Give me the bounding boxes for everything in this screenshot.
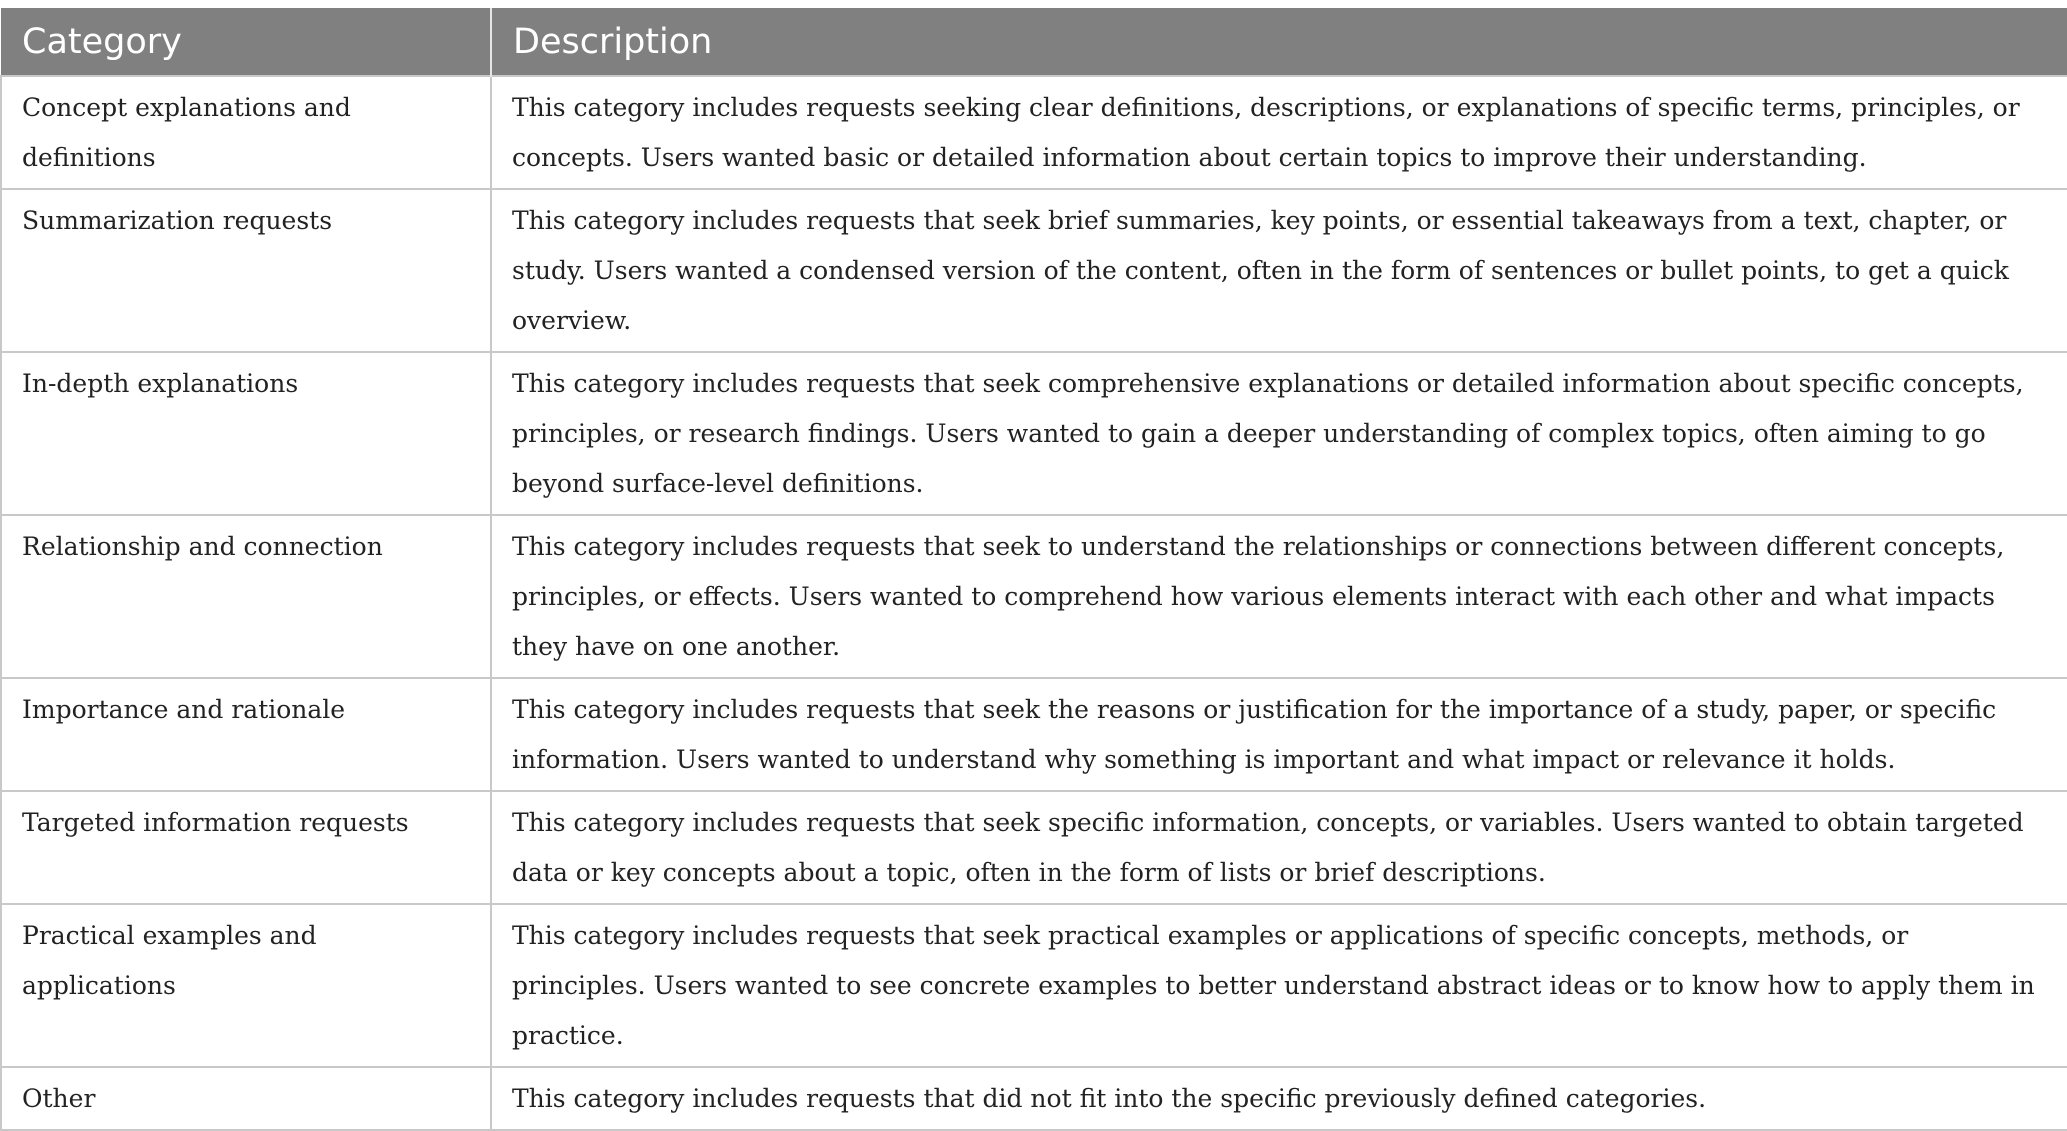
description-cell: This category includes requests that seek brief summaries, key points, or essential takeaways from a text, chapter, or study. Users wanted a condensed version of the content, often in the form of sentences or bullet points, to get a quick overview. <box>491 189 2067 352</box>
table-row <box>1 791 2067 904</box>
table-row <box>1 189 2067 352</box>
category-cell: Importance and rationale <box>1 678 491 791</box>
category-cell: Summarization requests <box>1 189 491 352</box>
category-cell: In-depth explanations <box>1 352 491 515</box>
table-row <box>1 76 2067 189</box>
category-table-container <box>0 8 2067 1131</box>
column-header-description: Description <box>491 8 2067 76</box>
description-cell: This category includes requests seeking clear definitions, descriptions, or explanations of specific terms, principles, or concepts. Users wanted basic or detailed information about certain topics to improve their understanding. <box>491 76 2067 189</box>
table-row <box>1 515 2067 678</box>
description-cell: This category includes requests that seek specific information, concepts, or variables. Users wanted to obtain targeted data or key concepts about a topic, often in the form of lists or brief descriptions. <box>491 791 2067 904</box>
table-row <box>1 678 2067 791</box>
category-cell: Other <box>1 1067 491 1130</box>
table-row <box>1 1067 2067 1130</box>
table-header-row <box>1 8 2067 76</box>
description-cell: This category includes requests that seek the reasons or justification for the importance of a study, paper, or specific information. Users wanted to understand why something is important and what impact or relevance it holds. <box>491 678 2067 791</box>
description-cell: This category includes requests that seek to understand the relationships or connections between different concepts, principles, or effects. Users wanted to comprehend how various elements interact with each other and what impacts they have on one another. <box>491 515 2067 678</box>
category-cell: Relationship and connection <box>1 515 491 678</box>
description-cell: This category includes requests that did not fit into the specific previously defined categories. <box>491 1067 2067 1130</box>
table-row <box>1 352 2067 515</box>
column-header-category: Category <box>1 8 491 76</box>
category-cell: Targeted information requests <box>1 791 491 904</box>
category-table <box>0 8 2067 1131</box>
description-cell: This category includes requests that seek practical examples or applications of specific concepts, methods, or principles. Users wanted to see concrete examples to better understand abstract ideas or to know how to apply them in practice. <box>491 904 2067 1067</box>
category-cell: Concept explanations and definitions <box>1 76 491 189</box>
category-cell: Practical examples and applications <box>1 904 491 1067</box>
description-cell: This category includes requests that seek comprehensive explanations or detailed information about specific concepts, principles, or research findings. Users wanted to gain a deeper understanding of complex topics, often aiming to go beyond surface-level definitions. <box>491 352 2067 515</box>
